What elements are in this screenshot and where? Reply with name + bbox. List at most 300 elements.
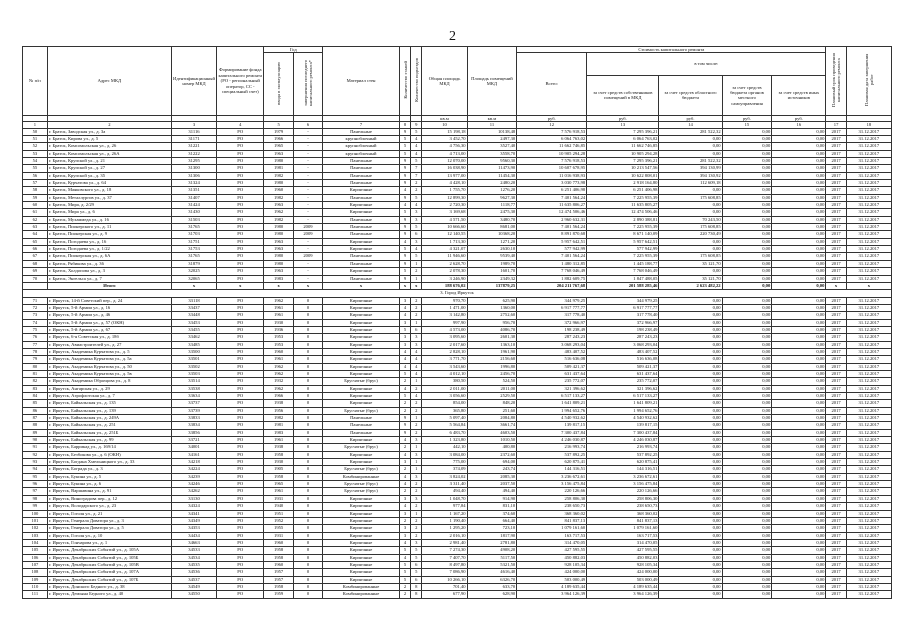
table-cell: 10 266,10 — [422, 576, 467, 583]
table-cell: г. Иркутск, 5-й Армии ул., д. 57 (ОКН) — [47, 319, 171, 326]
table-cell: 31.12.2017 — [846, 319, 891, 326]
table-cell: 31116 — [171, 128, 216, 135]
table-cell: 0,00 — [772, 231, 826, 238]
table-cell: 1980 — [264, 253, 293, 260]
table-cell: РО — [217, 312, 264, 319]
table-cell: 1982 — [264, 415, 293, 422]
table-cell: 0,00 — [772, 202, 826, 209]
table-cell: Брусчатые (брус) — [323, 488, 400, 495]
table-cell: 31.12.2017 — [846, 268, 891, 275]
header-floors: Количество этажей — [399, 47, 410, 116]
table-cell: 503 000,49 — [587, 576, 659, 583]
table-cell: 102 — [23, 525, 48, 532]
table-cell: 6 064 763,02 — [587, 135, 659, 142]
table-cell: Кирпичные — [323, 569, 400, 576]
table-cell: 31.12.2017 — [846, 180, 891, 187]
table-cell: Кирпичные — [323, 319, 400, 326]
table-row — [23, 172, 892, 179]
table-cell: Кирпичные — [323, 304, 400, 311]
table-cell: 10 905 294,28 — [587, 150, 659, 157]
table-cell: 34353 — [171, 525, 216, 532]
header-cost-group: Стоимость капитального ремонта — [517, 47, 826, 53]
table-cell: 2 — [411, 422, 422, 429]
table-cell: 1981 — [264, 422, 293, 429]
table-cell: г. Иркутск, Байкальская ул., д. 139 — [47, 407, 171, 414]
table-row — [23, 128, 892, 135]
table-cell: 3 452,70 — [422, 135, 467, 142]
table-cell: РО — [217, 194, 264, 201]
table-cell: 2017 — [826, 539, 846, 546]
table-cell: РО — [217, 407, 264, 414]
table-cell: 33118 — [171, 297, 216, 304]
table-cell: 4603,50 — [467, 429, 517, 436]
table-cell: Кирпичные — [323, 341, 400, 348]
table-row — [23, 304, 892, 311]
table-cell: 7 407,70 — [422, 554, 467, 561]
table-cell: 3 246,90 — [422, 275, 467, 282]
table-cell: 9 — [399, 231, 410, 238]
table-cell: 4 571,50 — [422, 216, 467, 223]
table-cell: г. Иркутск, Академика Курчатова ул., д. 5а — [47, 356, 171, 363]
table-cell: 2017 — [826, 393, 846, 400]
table-cell: 0,00 — [659, 444, 722, 451]
table-cell: 9 — [399, 429, 410, 436]
table-cell: 6 064 763,02 — [517, 135, 587, 142]
table-cell: 3 — [399, 510, 410, 517]
table-cell: Панельные — [323, 216, 400, 223]
table-cell: 928 105,34 — [517, 561, 587, 568]
table-cell: 15 198,18 — [422, 128, 467, 135]
table-row — [23, 473, 892, 480]
table-cell: РО — [217, 591, 264, 598]
table-cell: 31.12.2017 — [846, 473, 891, 480]
table-cell: 0 — [293, 297, 322, 304]
table-cell: 65 — [23, 238, 48, 245]
table-cell: 344 979,25 — [587, 297, 659, 304]
table-cell: 1982 — [264, 194, 293, 201]
table-cell: 6 — [411, 576, 422, 583]
table-cell: 87 — [23, 415, 48, 422]
table-cell: 0,00 — [772, 517, 826, 524]
table-cell: 2 — [411, 187, 422, 194]
table-cell: 243,74 — [467, 466, 517, 473]
table-cell: 424 000,00 — [517, 569, 587, 576]
table-cell: 424 000,00 — [587, 569, 659, 576]
table-cell: 2017 — [826, 238, 846, 245]
table-cell: 3 — [399, 334, 410, 341]
unit-label: руб. — [722, 115, 772, 121]
table-cell: 0,00 — [659, 525, 722, 532]
table-cell: 0,00 — [659, 385, 722, 392]
table-cell: 4 — [399, 539, 410, 546]
table-cell: 31.12.2017 — [846, 554, 891, 561]
table-cell: 1930 — [264, 319, 293, 326]
total-cell: 0,00 — [722, 282, 772, 289]
table-cell: 3 — [399, 297, 410, 304]
table-cell: 81 — [23, 370, 48, 377]
table-row — [23, 517, 892, 524]
table-cell: 31.12.2017 — [846, 216, 891, 223]
table-cell: 31.12.2017 — [846, 451, 891, 458]
table-cell: 5 — [399, 246, 410, 253]
table-cell: 0,00 — [722, 583, 772, 590]
table-cell: 0 — [293, 503, 322, 510]
table-cell: - — [293, 143, 322, 150]
table-cell: 251,60 — [467, 407, 517, 414]
table-cell: г. Иркутск, Генерала Доватора ул., д. 3 — [47, 517, 171, 524]
table-cell: 31.12.2017 — [846, 517, 891, 524]
table-cell: 9627,30 — [467, 194, 517, 201]
column-number: 6 — [293, 122, 322, 128]
table-cell: 3527,40 — [467, 143, 517, 150]
table-cell: 0,00 — [772, 407, 826, 414]
table-cell: г. Братск, Металлургов ул., д. 37 — [47, 194, 171, 201]
table-cell: 0,00 — [722, 429, 772, 436]
table-cell: 2017 — [826, 326, 846, 333]
table-cell: 1 471,00 — [422, 304, 467, 311]
table-cell: 1960 — [264, 348, 293, 355]
table-cell: г. Иркутск, Букина ул., д. 5 — [47, 473, 171, 480]
table-cell: 0,00 — [772, 312, 826, 319]
table-cell: 4 573,00 — [422, 326, 467, 333]
table-cell: 31703 — [171, 231, 216, 238]
table-cell: Кирпичные — [323, 209, 400, 216]
table-cell: 0 — [293, 451, 322, 458]
table-cell: 631 437,64 — [587, 370, 659, 377]
table-cell: г. Братск, Пионерская ул., д. 9 — [47, 231, 171, 238]
table-cell: г. Братск, Энгельса ул., д. 7 — [47, 275, 171, 282]
table-cell: 503 000,49 — [517, 576, 587, 583]
column-number: 13 — [587, 122, 659, 128]
table-row — [23, 180, 892, 187]
table-cell: 2 — [399, 400, 410, 407]
table-row — [23, 224, 892, 231]
table-cell: 1983 — [264, 429, 293, 436]
table-row — [23, 165, 892, 172]
table-cell: г. Иркутск, Байкальская ул., д. 249А — [47, 415, 171, 422]
table-cell: 9539,40 — [467, 253, 517, 260]
table-cell: 235 772,07 — [587, 378, 659, 385]
table-cell: 0 — [293, 356, 322, 363]
table-cell: 365,80 — [422, 407, 467, 414]
table-cell: 9 — [399, 422, 410, 429]
table-cell: 5 — [411, 554, 422, 561]
table-cell: РО — [217, 268, 264, 275]
table-cell: 0,00 — [722, 356, 772, 363]
table-cell: Панельные — [323, 180, 400, 187]
table-cell: 0,00 — [659, 268, 722, 275]
table-cell: 106 — [23, 554, 48, 561]
table-cell: Кирпичные — [323, 268, 400, 275]
table-cell: Кирпичные — [323, 517, 400, 524]
table-cell: 0,00 — [772, 488, 826, 495]
table-cell: 0,00 — [722, 510, 772, 517]
table-cell: 2017 — [826, 444, 846, 451]
table-cell: 0,00 — [659, 466, 722, 473]
table-cell: 9560,30 — [467, 158, 517, 165]
table-cell: - — [293, 165, 322, 172]
column-number: 9 — [411, 122, 422, 128]
total-cell: Итого — [47, 282, 171, 289]
table-row — [23, 150, 892, 157]
table-cell: 0,00 — [722, 165, 772, 172]
table-cell: 4 — [411, 135, 422, 142]
table-cell: 31221 — [171, 143, 216, 150]
table-cell: РО — [217, 158, 264, 165]
table-cell: 0,00 — [772, 378, 826, 385]
table-cell: 9 — [399, 415, 410, 422]
table-row — [23, 407, 892, 414]
table-cell: 0 — [293, 400, 322, 407]
table-cell: 60 — [23, 202, 48, 209]
table-cell: РО — [217, 422, 264, 429]
table-cell: 1 445 188,77 — [587, 260, 659, 267]
table-cell: 4 189 635,44 — [517, 583, 587, 590]
table-row — [23, 143, 892, 150]
table-cell: 31.12.2017 — [846, 202, 891, 209]
table-cell: 0,00 — [722, 495, 772, 502]
table-cell: Комбинированные — [323, 473, 400, 480]
table-cell: 4 189 635,44 — [587, 583, 659, 590]
table-cell: Панельные — [323, 275, 400, 282]
table-cell: 2456,70 — [467, 370, 517, 377]
table-cell: - — [293, 158, 322, 165]
header-other-sources: за счет средств иных источников — [772, 75, 826, 115]
table-cell: 372 966,97 — [517, 319, 587, 326]
table-cell: - — [293, 216, 322, 223]
table-cell: - — [293, 172, 322, 179]
table-cell: 1 — [411, 260, 422, 267]
table-cell: 400,80 — [467, 444, 517, 451]
table-cell: Брусчатые (брус) — [323, 407, 400, 414]
table-cell: Панельные — [323, 165, 400, 172]
table-cell: 0 — [293, 525, 322, 532]
table-cell: РО — [217, 260, 264, 267]
table-cell: 2017 — [826, 378, 846, 385]
table-cell: 31.12.2017 — [846, 356, 891, 363]
table-cell: 0,00 — [659, 488, 722, 495]
table-cell: 2 — [399, 466, 410, 473]
table-cell: 0 — [293, 444, 322, 451]
table-cell: 1958 — [264, 547, 293, 554]
table-cell: РО — [217, 525, 264, 532]
table-cell: 2 — [411, 312, 422, 319]
table-cell: 6326,70 — [467, 576, 517, 583]
table-cell: - — [293, 194, 322, 201]
table-cell: г. Иркутск, Генерала Доватора ул., д. 5 — [47, 525, 171, 532]
table-cell: 16 038,90 — [422, 165, 467, 172]
table-cell: 2017 — [826, 385, 846, 392]
table-cell: 977,84 — [422, 503, 467, 510]
table-cell: 0,00 — [659, 481, 722, 488]
table-cell: 31.12.2017 — [846, 312, 891, 319]
table-cell: 314 470,05 — [587, 539, 659, 546]
table-cell: 0,00 — [722, 481, 772, 488]
table-cell: 0,00 — [722, 334, 772, 341]
table-cell: РО — [217, 348, 264, 355]
table-cell: 9 — [399, 253, 410, 260]
table-cell: РО — [217, 253, 264, 260]
table-cell: 5 097,40 — [422, 415, 467, 422]
column-number: 14 — [659, 122, 722, 128]
table-cell: 1982 — [264, 216, 293, 223]
table-cell: г. Иркутск, Гоголя ул., д. 21 — [47, 510, 171, 517]
table-cell: 5 — [411, 547, 422, 554]
table-cell: 314 470,05 — [517, 539, 587, 546]
table-cell: 10 622 808,01 — [587, 172, 659, 179]
table-cell: 2 011,00 — [422, 385, 467, 392]
table-cell: 6 — [411, 326, 422, 333]
table-row — [23, 539, 892, 546]
table-cell: г. Иркутск, Байкальская ул., д. 135 — [47, 400, 171, 407]
table-row — [23, 246, 892, 253]
table-cell: г. Иркутск, Бограда ул., д. 3 — [47, 466, 171, 473]
table-cell: 33737 — [171, 400, 216, 407]
table-cell: 0,00 — [772, 150, 826, 157]
table-cell: 2085,30 — [467, 473, 517, 480]
table-row — [23, 495, 892, 502]
table-row — [23, 466, 892, 473]
table-cell: 31.12.2017 — [846, 275, 891, 282]
table-cell: РО — [217, 466, 264, 473]
table-cell: 0 — [293, 466, 322, 473]
table-cell: 0 — [293, 481, 322, 488]
table-cell: 1 994 652,76 — [587, 407, 659, 414]
table-cell: 2017 — [826, 415, 846, 422]
table-cell: 5 — [399, 135, 410, 142]
table-cell: 31430 — [171, 209, 216, 216]
table-cell: 1961 — [264, 312, 293, 319]
table-cell: 68 — [23, 260, 48, 267]
table-cell: 9 — [399, 260, 410, 267]
table-cell: г. Иркутск, Декабрьских Событий ул., д. 105Б — [47, 554, 171, 561]
table-cell: Панельные — [323, 260, 400, 267]
table-cell: 0,00 — [722, 275, 772, 282]
table-cell: 723,10 — [467, 525, 517, 532]
table-cell: 2017 — [826, 260, 846, 267]
table-cell: Кирпичные — [323, 393, 400, 400]
table-cell: 3 056,60 — [422, 393, 467, 400]
table-cell: 1938 — [264, 400, 293, 407]
table-cell: 1 — [411, 319, 422, 326]
table-row — [23, 348, 892, 355]
table-cell: 0,00 — [772, 554, 826, 561]
table-cell: 33834 — [171, 422, 216, 429]
table-cell: 2017 — [826, 400, 846, 407]
table-cell: РО — [217, 326, 264, 333]
table-cell: РО — [217, 370, 264, 377]
table-cell: 31.12.2017 — [846, 481, 891, 488]
table-cell: 9 — [399, 165, 410, 172]
table-cell: Панельные — [323, 224, 400, 231]
table-cell: 4 — [399, 187, 410, 194]
table-cell: Кирпичные — [323, 525, 400, 532]
table-cell: 483 407,52 — [587, 348, 659, 355]
table-cell: 0,00 — [772, 393, 826, 400]
table-cell: 8681,00 — [467, 224, 517, 231]
table-cell: 4 540 932,62 — [517, 415, 587, 422]
table-cell: 3558,70 — [467, 150, 517, 157]
table-cell: Брусчатые (брус) — [323, 481, 400, 488]
table-cell: 238 650,73 — [587, 503, 659, 510]
table-cell: г. Братск, Мира ул., д. 6 — [47, 209, 171, 216]
table-cell: 53 — [23, 150, 48, 157]
table-cell: г. Иркутск, Декабрьских Событий ул., д. 105А — [47, 547, 171, 554]
table-cell: 5 — [399, 268, 410, 275]
table-cell: 0,00 — [722, 158, 772, 165]
header-planned-date: Плановая дата завершения работ — [846, 47, 891, 116]
table-cell: 1963 — [264, 246, 293, 253]
table-cell: 31.12.2017 — [846, 539, 891, 546]
table-cell: 100 — [23, 510, 48, 517]
table-cell: г. Иркутск, Демьяна Бедного ул., д. 40 — [47, 591, 171, 598]
table-row — [23, 451, 892, 458]
table-cell: 2475,30 — [467, 209, 517, 216]
table-cell: 1960 — [264, 561, 293, 568]
column-number: 15 — [722, 122, 772, 128]
table-cell: 0,00 — [722, 561, 772, 568]
table-cell: 1 755,70 — [422, 187, 467, 194]
table-cell: 4 — [399, 348, 410, 355]
table-cell: 3 — [411, 238, 422, 245]
table-cell: РО — [217, 415, 264, 422]
table-cell: г. Иркутск, Варшавина ул., д. 91 — [47, 488, 171, 495]
table-cell: 2 — [399, 407, 410, 414]
table-cell: 7 — [411, 165, 422, 172]
table-cell: 57 — [23, 180, 48, 187]
table-cell: Брусчатые (брус) — [323, 466, 400, 473]
table-cell: 88 — [23, 422, 48, 429]
unit-label: кв.м — [467, 115, 517, 121]
table-cell: РО — [217, 503, 264, 510]
table-cell: 0,00 — [722, 246, 772, 253]
table-cell: 0,00 — [659, 422, 722, 429]
table-cell: 928 105,34 — [587, 561, 659, 568]
section-title: 3. Город Иркутск — [23, 290, 892, 297]
table-cell: 7 225 955,39 — [587, 194, 659, 201]
table-cell: 10 607 678,95 — [517, 165, 587, 172]
table-cell: 11454,30 — [467, 172, 517, 179]
table-cell: 69 — [23, 268, 48, 275]
table-cell: 0,00 — [659, 407, 722, 414]
table-cell: РО — [217, 209, 264, 216]
table-cell: г. Иркутск, Богдана Хмельницкого ул., д. 33 — [47, 459, 171, 466]
table-cell: 317 778,40 — [517, 312, 587, 319]
table-cell: 1 079 161,60 — [517, 525, 587, 532]
table-cell: 956,70 — [467, 319, 517, 326]
table-cell: 0,00 — [772, 591, 826, 598]
table-cell: 0,00 — [772, 341, 826, 348]
table-cell: 33514 — [171, 378, 216, 385]
table-cell: 0,00 — [659, 554, 722, 561]
table-cell: 1960 — [264, 539, 293, 546]
table-cell: 31.12.2017 — [846, 172, 891, 179]
table-cell: 3 — [399, 495, 410, 502]
table-cell: 92 — [23, 451, 48, 458]
table-cell: 831,10 — [467, 503, 517, 510]
table-cell: 31.12.2017 — [846, 334, 891, 341]
table-cell: 3 030 773,98 — [517, 180, 587, 187]
table-cell: 0,00 — [659, 495, 722, 502]
table-cell: 1601,70 — [467, 268, 517, 275]
table-cell: 2017 — [826, 128, 846, 135]
table-cell: 1963 — [264, 202, 293, 209]
table-cell: 3 — [411, 341, 422, 348]
table-cell: РО — [217, 238, 264, 245]
table-cell: 2017 — [826, 576, 846, 583]
table-cell: 0 — [293, 539, 322, 546]
table-cell: 31.12.2017 — [846, 459, 891, 466]
